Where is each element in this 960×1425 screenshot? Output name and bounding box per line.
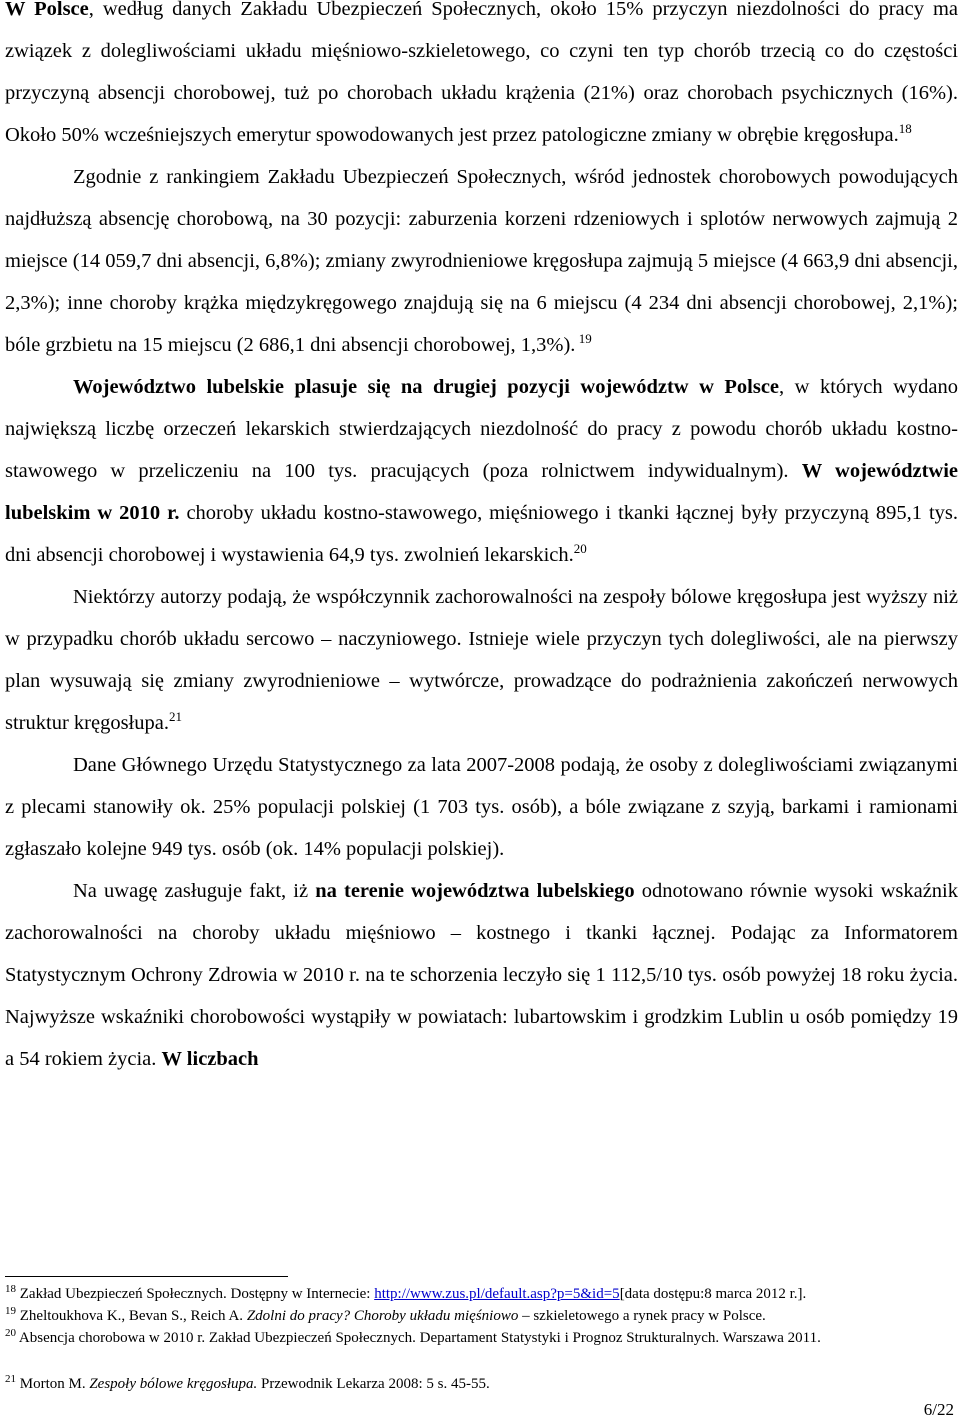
italic-text: Zdolni do pracy? Choroby układu mięśniowo xyxy=(246,1308,519,1324)
paragraph-5 xyxy=(5,744,958,870)
footnote-number: 19 xyxy=(5,1305,16,1317)
bold-text: W liczbach xyxy=(161,1048,259,1070)
footnote-number: 20 xyxy=(5,1327,16,1339)
bold-text: W województwie lubelskim w 2010 r. xyxy=(5,460,958,524)
reference-link[interactable]: http://www.zus.pl/default.asp?p=5&id=5 xyxy=(374,1286,620,1302)
footnote-18 xyxy=(5,1284,958,1304)
text-run: Morton M. xyxy=(16,1376,90,1392)
text-run: Zakład Ubezpieczeń Społecznych. Dostępny w Internecie: xyxy=(16,1286,375,1302)
document-page xyxy=(5,0,958,1080)
paragraph-2 xyxy=(5,156,958,366)
text-run: choroby układu kostno-stawowego, mięśniowego i tkanki łącznej były przyczyną 895,1 tys. dni absencji chorobowej i wystawienia 64,9 tys. zwolnień lekarskich. xyxy=(5,502,958,566)
text-run: Zgodnie z rankingiem Zakładu Ubezpieczeń Społecznych, wśród jednostek chorobowych powodujących najdłuższą absencję chorobową, na 30 pozycji: zaburzenia korzeni rdzeniowych i splotów nerwowych zajmują 2 miejsce (14 059,7 dni absencji, 6,8%); zmiany zwyrodnieniowe kręgosłupa zajmują 5 miejsce (4 663,9 dni absencji, 2,3%); inne choroby krążka międzykręgowego znajdują się na 6 miejscu (4 234 dni absencji chorobowej, 2,1%); bóle grzbietu na 15 miejscu (2 686,1 dni absencji chorobowej, 1,3%). xyxy=(5,166,958,356)
footnote-ref: 21 xyxy=(168,709,182,724)
footnote-21 xyxy=(5,1374,958,1394)
paragraph-1 xyxy=(5,0,958,156)
paragraph-3 xyxy=(5,366,958,576)
text-run: odnotowano równie wysoki wskaźnik zachorowalności na choroby układu mięśniowo – kostnego i tkanki łącznej. Podając za Informatorem Statystycznym Ochrony Zdrowia w 2010 r. na te schorzenia leczyło się 1 112,5/10 tys. osób powyżej 18 roku życia. Najwyższe wskaźniki chorobowości wystąpiły w powiatach: lubartowskim i grodzkim Lublin u osób pomiędzy 19 a 54 rokiem życia. xyxy=(5,880,958,1070)
text-run: Niektórzy autorzy podają, że współczynnik zachorowalności na zespoły bólowe kręgosłupa jest wyższy niż w przypadku chorób układu sercowo – naczyniowego. Istnieje wiele przyczyn tych dolegliwości, ale na pierwszy plan wysuwają się zmiany zwyrodnieniowe – wytwórcze, prowadzące do podrażnienia zakończeń nerwowych struktur kręgosłupa. xyxy=(5,586,958,734)
footnote-ref: 20 xyxy=(573,541,587,556)
text-run: Przewodnik Lekarza 2008: 5 s. 45-55. xyxy=(257,1376,490,1392)
page-number: 6/22 xyxy=(923,1400,954,1419)
paragraph-4 xyxy=(5,576,958,744)
footnote-ref: 18 xyxy=(898,121,912,136)
text-run: Absencja chorobowa w 2010 r. Zakład Ubezpieczeń Społecznych. Departament Statystyki i Prognoz Strukturalnych. Warszawa 2011. xyxy=(16,1330,821,1346)
footnote-20 xyxy=(5,1328,958,1348)
bold-text: na terenie województwa lubelskiego xyxy=(315,880,635,902)
text-run: Zheltoukhova K., Bevan S., Reich A. xyxy=(16,1308,247,1324)
text-run: , w których wydano największą liczbę orzeczeń lekarskich stwierdzających niezdolność do pracy z powodu chorób układu kostno-stawowego w przeliczeniu na 100 tys. pracujących (poza rolnictwem indywidualnym). xyxy=(5,376,958,482)
footnote-separator xyxy=(5,1276,288,1277)
footnote-ref: 19 xyxy=(575,331,592,346)
text-run: , według danych Zakładu Ubezpieczeń Społecznych, około 15% przyczyn niezdolności do pracy ma związek z dolegliwościami układu mięśniowo-szkieletowego, co czyni ten typ chorób trzecią co do częstości przyczyną absencji chorobowej, tuż po chorobach układu krążenia (21%) oraz chorobach psychicznych (16%). Około 50% wcześniejszych emerytur spowodowanych jest przez patologiczne zmiany w obrębie kręgosłupa. xyxy=(5,0,958,146)
text-run: [data dostępu:8 marca 2012 r.]. xyxy=(619,1286,807,1302)
bold-text: W Polsce xyxy=(5,0,89,20)
footnote-19 xyxy=(5,1306,958,1326)
footnote-number: 21 xyxy=(5,1373,16,1385)
text-run: – szkieletowego a rynek pracy w Polsce. xyxy=(518,1308,766,1324)
footnote-number: 18 xyxy=(5,1283,16,1295)
text-run: Dane Głównego Urzędu Statystycznego za lata 2007-2008 podają, że osoby z dolegliwościami związanymi z plecami stanowiły ok. 25% populacji polskiej (1 703 tys. osób), a bóle związane z szyją, barkami i ramionami zgłaszało kolejne 949 tys. osób (ok. 14% populacji polskiej). xyxy=(5,754,958,860)
paragraph-6 xyxy=(5,870,958,1080)
text-run: Na uwagę zasługuje fakt, iż xyxy=(73,880,316,902)
italic-text: Zespoły bólowe kręgosłupa. xyxy=(89,1376,258,1392)
bold-text: Województwo lubelskie plasuje się na drugiej pozycji województw w Polsce xyxy=(73,376,780,398)
